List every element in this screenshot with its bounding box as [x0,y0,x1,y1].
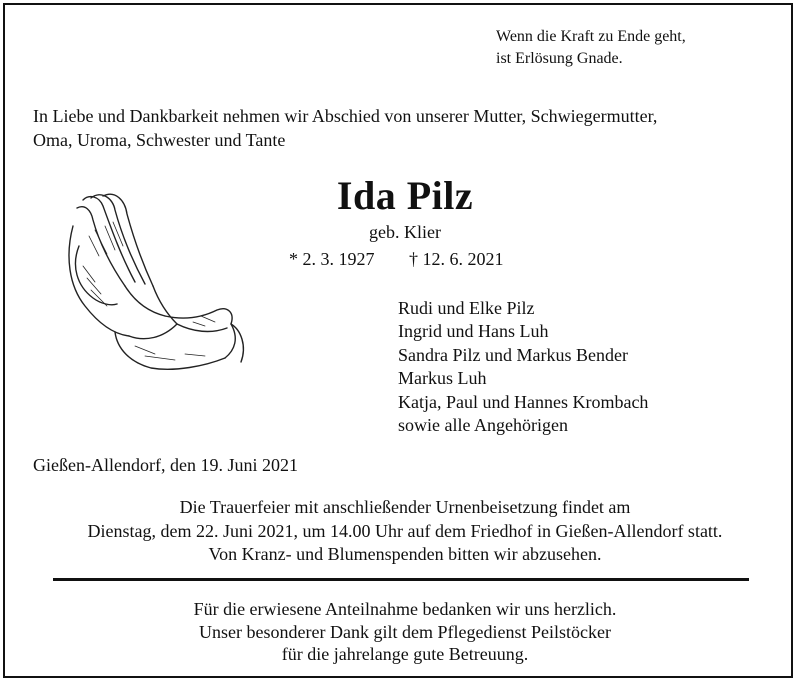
mourner-item: Rudi und Elke Pilz [398,298,535,318]
thanks-line-1: Für die erwiesene Anteilnahme bedanken wir uns herzlich. [193,599,617,619]
intro-text [33,104,783,152]
place-date: Gießen-Allendorf, den 19. Juni 2021 [33,455,298,475]
funeral-line-1: Die Trauerfeier mit anschließender Urnenbeisetzung findet am [179,497,631,517]
motto [496,26,686,70]
funeral-info [20,496,790,567]
death-date: † 12. 6. 2021 [409,249,504,269]
funeral-line-3: Von Kranz- und Blumenspenden bitten wir abzusehen. [208,544,602,564]
thanks-line-2: Unser besonderer Dank gilt dem Pflegedienst Peilstöcker [199,621,611,642]
mourner-item: sowie alle Angehörigen [398,415,568,436]
deceased-name: Ida Pilz [336,173,474,218]
thanks-line-3: für die jahrelange gute Betreuung. [281,644,529,664]
mourners-list [398,297,648,437]
funeral-line-2: Dienstag, dem 22. Juni 2021, um 14.00 Uhr auf dem Friedhof in Gießen-Allendorf statt. [87,520,723,541]
intro-line-1: In Liebe und Dankbarkeit nehmen wir Abschied von unserer Mutter, Schwiegermutter, [33,106,658,126]
motto-line-2: ist Erlösung Gnade. [496,50,623,67]
thanks-text [20,598,790,666]
mourner-item: Ingrid und Hans Luh [398,321,549,342]
mourner-item: Katja, Paul und Hannes Krombach [398,391,649,412]
mourner-item: Sandra Pilz und Markus Bender [398,344,628,365]
maiden-name: geb. Klier [369,222,441,242]
praying-hands-icon [55,186,255,376]
motto-line-1: Wenn die Kraft zu Ende geht, [496,28,686,45]
mourner-item: Markus Luh [398,368,487,389]
divider-rule [53,578,749,581]
intro-line-2: Oma, Uroma, Schwester und Tante [33,130,286,150]
birth-date: * 2. 3. 1927 [289,249,375,269]
